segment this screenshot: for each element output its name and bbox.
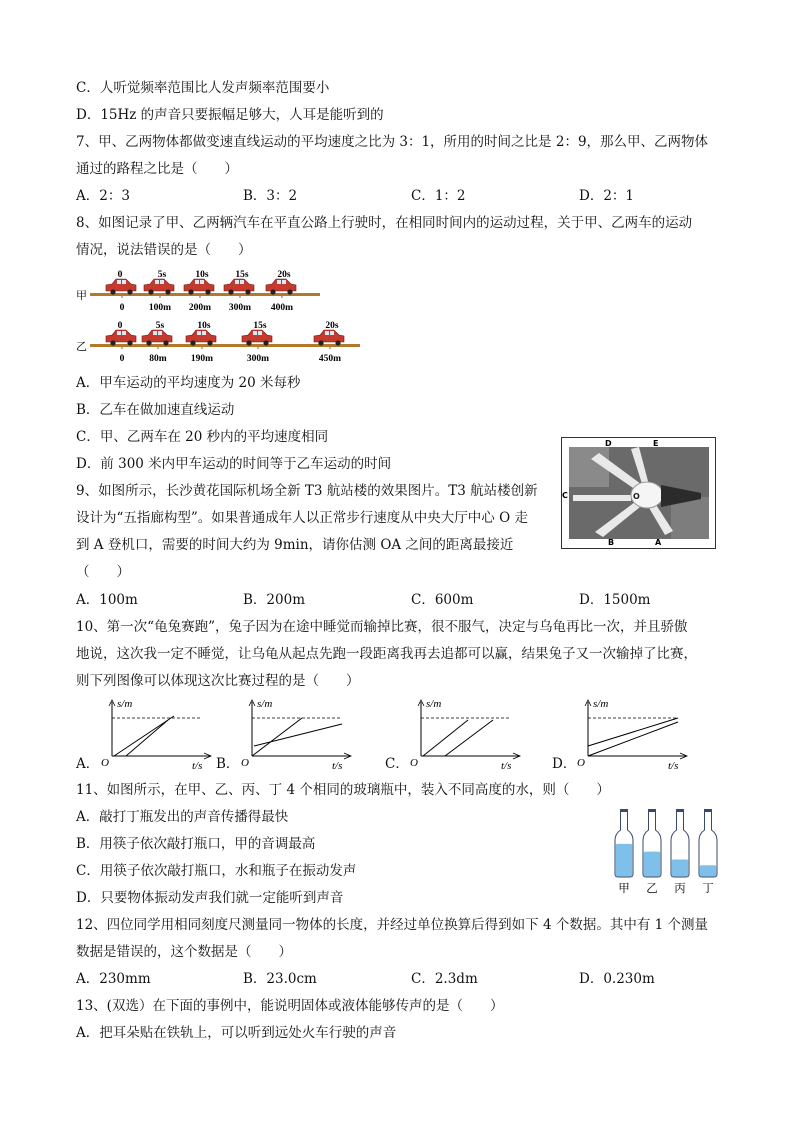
q10-option-letter: D． xyxy=(552,756,577,772)
car-a-dist-label: 200m xyxy=(188,303,212,313)
q6-option-c: C．人听觉频率范围比人发声频率范围要小 xyxy=(76,80,330,96)
car-a-label: 甲 xyxy=(76,289,87,302)
car-b-dist-label: 190m xyxy=(190,354,214,364)
q10-stem-line3: 则下列图像可以体现这次比赛过程的是（ ） xyxy=(76,673,360,689)
q8-option-d: D．前 300 米内甲车运动的时间等于乙车运动的时间 xyxy=(76,456,392,472)
st-graph xyxy=(84,698,219,770)
car-b-time-label: 20s xyxy=(325,321,339,331)
q7-option-c: C．1：2 xyxy=(411,188,466,204)
car-a-dist-label: 100m xyxy=(148,303,172,313)
car-b-0 xyxy=(106,330,136,346)
label-d: D xyxy=(605,439,612,448)
car-a-time-label: 5s xyxy=(157,270,167,280)
car-a-4 xyxy=(266,279,296,295)
bottle-label: 丁 xyxy=(702,881,714,894)
q9-option-b: B．200m xyxy=(243,592,305,608)
car-b-2 xyxy=(186,330,216,346)
q13-stem-line1: 13、(双选）在下面的事例中，能说明固体或液体能够传声的是（ ） xyxy=(76,998,504,1014)
car-b-time-label: 5s xyxy=(155,321,165,331)
graph-xlabel: t/s xyxy=(668,760,679,770)
graph-ylabel: s/m xyxy=(117,698,133,710)
q11-option-d: D．只要物体振动发声我们就一定能听到声音 xyxy=(76,890,344,906)
car-b-3 xyxy=(242,330,272,346)
graph-line-1 xyxy=(588,722,678,756)
st-graph xyxy=(224,698,359,770)
car-b-time-label: 0 xyxy=(117,321,123,331)
q9-stem-line2: 设计为“五指廊构型”。如果普通成年人以正常步行速度从中央大厅中心 O 走 xyxy=(76,510,528,526)
car-b-1 xyxy=(142,330,172,346)
q9-stem-line4: （ ） xyxy=(76,564,130,580)
q11-option-a: A．敲打丁瓶发出的声音传播得最快 xyxy=(76,809,289,825)
bottle-2 xyxy=(671,809,689,894)
label-c: C xyxy=(562,491,568,500)
car-a-1 xyxy=(144,279,174,295)
water-fill xyxy=(616,844,632,877)
graph-xlabel: t/s xyxy=(332,760,343,770)
car-a-time-label: 0 xyxy=(117,270,123,280)
car-b-time-label: 15s xyxy=(253,321,267,331)
car-b-4 xyxy=(314,330,344,346)
q12-option-c: C．2.3dm xyxy=(411,971,478,987)
st-graph xyxy=(393,698,528,770)
car-b-dist-label: 300m xyxy=(246,354,270,364)
q10-option-letter: B． xyxy=(216,756,240,772)
q11-option-b: B．用筷子依次敲打瓶口，甲的音调最高 xyxy=(76,836,316,852)
graph-line-2 xyxy=(126,720,168,756)
graph-origin: O xyxy=(577,757,585,769)
car-a-0 xyxy=(106,279,136,295)
water-fill xyxy=(672,859,688,876)
q7-option-a: A．2：3 xyxy=(76,188,130,204)
bottle-1 xyxy=(643,809,661,894)
car-a-dist-label: 400m xyxy=(270,303,294,313)
label-o: O xyxy=(633,492,640,501)
graph-origin: O xyxy=(241,757,249,769)
graph-line-1 xyxy=(252,718,302,756)
graph-xlabel: t/s xyxy=(501,760,512,770)
q7-stem-line2: 通过的路程之比是（ ） xyxy=(76,161,238,177)
graph-line-2 xyxy=(445,720,493,756)
q12-option-a: A．230mm xyxy=(76,971,151,987)
label-b: B xyxy=(608,538,615,547)
q9-stem-line1: 9、如图所示，长沙黄花国际机场全新 T3 航站楼的效果图片。T3 航站楼创新 xyxy=(76,483,538,499)
road-a xyxy=(90,293,320,296)
graph-ylabel: s/m xyxy=(257,698,273,710)
car-motion-figure xyxy=(72,266,367,368)
water-fill xyxy=(700,865,716,876)
q8-option-a: A．甲车运动的平均速度为 20 米每秒 xyxy=(76,375,301,391)
q10-stem-line1: 10、第一次“龟兔赛跑”，兔子因为在途中睡觉而输掉比赛，很不服气，决定与乌龟再比一次，并且骄傲 xyxy=(76,619,688,635)
q9-option-c: C．600m xyxy=(411,592,474,608)
st-graph xyxy=(560,698,695,770)
car-a-2 xyxy=(184,279,214,295)
q7-option-b: B．3：2 xyxy=(243,188,298,204)
car-a-time-label: 20s xyxy=(277,270,291,280)
label-a: A xyxy=(655,538,662,547)
q9-option-a: A．100m xyxy=(76,592,138,608)
q6-option-d: D．15Hz 的声音只要振幅足够大，人耳是能听到的 xyxy=(76,107,384,123)
graph-line-1 xyxy=(423,720,468,756)
graph-origin: O xyxy=(410,757,418,769)
q8-stem-line2: 情况，说法错误的是（ ） xyxy=(76,242,252,258)
graph-line-2 xyxy=(588,718,678,746)
airport-terminal-image xyxy=(561,437,716,549)
graph-origin: O xyxy=(101,757,109,769)
car-b-time-label: 10s xyxy=(197,321,211,331)
graph-xlabel: t/s xyxy=(192,760,203,770)
bottles-figure xyxy=(612,808,724,894)
q12-option-b: B．23.0cm xyxy=(243,971,317,987)
graph-ylabel: s/m xyxy=(593,698,609,710)
car-a-time-label: 15s xyxy=(235,270,249,280)
q7-option-d: D．2：1 xyxy=(579,188,635,204)
q10-option-letter: C． xyxy=(385,756,409,772)
q9-option-d: D．1500m xyxy=(579,592,651,608)
bottle-0 xyxy=(615,809,633,894)
q8-option-b: B．乙车在做加速直线运动 xyxy=(76,402,235,418)
q8-option-c: C．甲、乙两车在 20 秒内的平均速度相同 xyxy=(76,429,329,445)
label-e: E xyxy=(653,439,659,448)
q11-stem-line1: 11、如图所示，在甲、乙、丙、丁 4 个相同的玻璃瓶中，装入不同高度的水，则（ ） xyxy=(76,782,610,798)
q13-option-a: A．把耳朵贴在铁轨上，可以听到远处火车行驶的声音 xyxy=(76,1025,397,1041)
car-a-time-label: 10s xyxy=(195,270,209,280)
bottle-label: 甲 xyxy=(618,881,630,894)
car-b-label: 乙 xyxy=(76,340,87,353)
q10-option-letter: A． xyxy=(76,756,100,772)
q8-stem-line1: 8、如图记录了甲、乙两辆汽车在平直公路上行驶时，在相同时间内的运动过程，关于甲、乙两车的运动 xyxy=(76,215,693,231)
car-a-dist-label: 300m xyxy=(228,303,252,313)
q10-stem-line2: 地说，这次我一定不睡觉，让乌龟从起点先跑一段距离我再去追都可以赢，结果兔子又一次输掉了比赛， xyxy=(76,646,697,662)
bottle-label: 丙 xyxy=(674,881,686,894)
q12-stem-line1: 12、四位同学用相同刻度尺测量同一物体的长度，并经过单位换算后得到如下 4 个数据。其中有 1 个测量 xyxy=(76,917,709,933)
water-fill xyxy=(644,852,660,877)
car-b-dist-label: 450m xyxy=(318,354,342,364)
q12-option-d: D．0.230m xyxy=(579,971,655,987)
car-b-dist-label: 0 xyxy=(119,354,125,364)
q11-option-c: C．用筷子依次敲打瓶口，水和瓶子在振动发声 xyxy=(76,863,357,879)
car-a-3 xyxy=(224,279,254,295)
bottle-3 xyxy=(699,809,717,894)
q9-stem-line3: 到 A 登机口，需要的时间大约为 9min，请你估测 OA 之间的距离最接近 xyxy=(76,537,514,553)
q12-stem-line2: 数据是错误的，这个数据是（ ） xyxy=(76,944,292,960)
car-b-dist-label: 80m xyxy=(149,354,167,364)
car-a-dist-label: 0 xyxy=(119,303,125,313)
graph-ylabel: s/m xyxy=(426,698,442,710)
graph-line-2 xyxy=(254,724,342,746)
q7-stem-line1: 7、甲、乙两物体都做变速直线运动的平均速度之比为 3：1，所用的时间之比是 2：9，那么甲、乙两物体 xyxy=(76,134,709,150)
bottle-label: 乙 xyxy=(646,881,658,894)
